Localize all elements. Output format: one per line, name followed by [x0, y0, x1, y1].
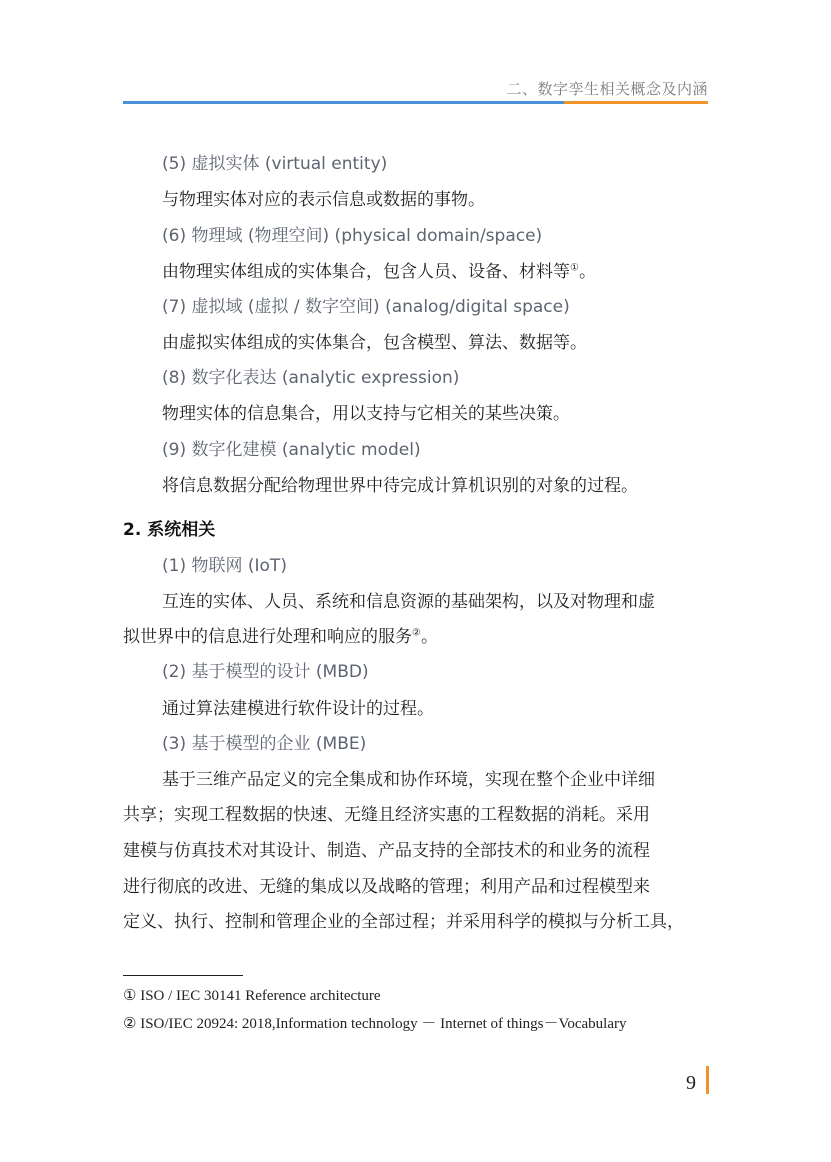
definition-virtual-domain: 由虚拟实体组成的实体集合，包含模型、算法、数据等。 — [162, 333, 587, 353]
term-mbd: (2) 基于模型的设计 (MBD) — [162, 662, 369, 682]
definition-mbe-line-3: 建模与仿真技术对其设计、制造、产品支持的全部技术的和业务的流程 — [123, 841, 650, 861]
term-virtual-entity: (5) 虚拟实体 (virtual entity) — [162, 154, 388, 174]
definition-text: 拟世界中的信息进行处理和响应的服务 — [123, 627, 412, 647]
definition-mbd: 通过算法建模进行软件设计的过程。 — [162, 699, 434, 719]
chapter-title: 二、数字孪生相关概念及内涵 — [506, 80, 708, 98]
term-mbe: (3) 基于模型的企业 (MBE) — [162, 734, 367, 754]
definition-physical-domain — [162, 260, 752, 284]
definition-mbe-line-4: 进行彻底的改进、无缝的集成以及战略的管理；利用产品和过程模型来 — [123, 877, 650, 897]
term-analytic-model: (9) 数字化建模 (analytic model) — [162, 440, 421, 460]
header-rule-blue — [123, 101, 568, 104]
term-analytic-expression: (8) 数字化表达 (analytic expression) — [162, 368, 460, 388]
term-physical-domain: (6) 物理域 (物理空间) (physical domain/space) — [162, 226, 543, 246]
footnote-2: ② ISO/IEC 20924: 2018,Information technology － Internet of things－Vocabulary — [123, 1016, 627, 1032]
definition-analytic-model: 将信息数据分配给物理世界中待完成计算机识别的对象的过程。 — [162, 476, 638, 496]
footnote-ref-1[interactable]: ① — [570, 262, 579, 274]
definition-iot-line-1: 互连的实体、人员、系统和信息资源的基础架构，以及对物理和虚 — [162, 592, 655, 612]
footnote-1: ① ISO / IEC 30141 Reference architecture — [123, 988, 381, 1004]
definition-virtual-entity: 与物理实体对应的表示信息或数据的事物。 — [162, 190, 485, 210]
section-heading: 2. 系统相关 — [123, 520, 216, 540]
footnote-divider — [123, 975, 243, 976]
definition-mbe-line-5: 定义、执行、控制和管理企业的全部过程；并采用科学的模拟与分析工具， — [123, 912, 684, 932]
page-number-accent-bar — [706, 1066, 709, 1094]
term-iot: (1) 物联网 (IoT) — [162, 556, 287, 576]
definition-text: 由物理实体组成的实体集合，包含人员、设备、材料等 — [162, 262, 570, 282]
definition-analytic-expression: 物理实体的信息集合，用以支持与它相关的某些决策。 — [162, 404, 570, 424]
definition-iot-line-2 — [123, 625, 713, 649]
definition-mbe-line-2: 共享；实现工程数据的快速、无缝且经济实惠的工程数据的消耗。采用 — [123, 805, 650, 825]
definition-mbe-line-1: 基于三维产品定义的完全集成和协作环境，实现在整个企业中详细 — [162, 770, 655, 790]
definition-end: 。 — [578, 262, 596, 282]
header-rule-orange — [564, 101, 708, 104]
footnote-ref-2[interactable]: ② — [412, 627, 421, 639]
page-number: 9 — [686, 1072, 696, 1094]
term-virtual-domain: (7) 虚拟域 (虚拟 / 数字空间) (analog/digital space) — [162, 297, 570, 317]
definition-end: 。 — [420, 627, 438, 647]
